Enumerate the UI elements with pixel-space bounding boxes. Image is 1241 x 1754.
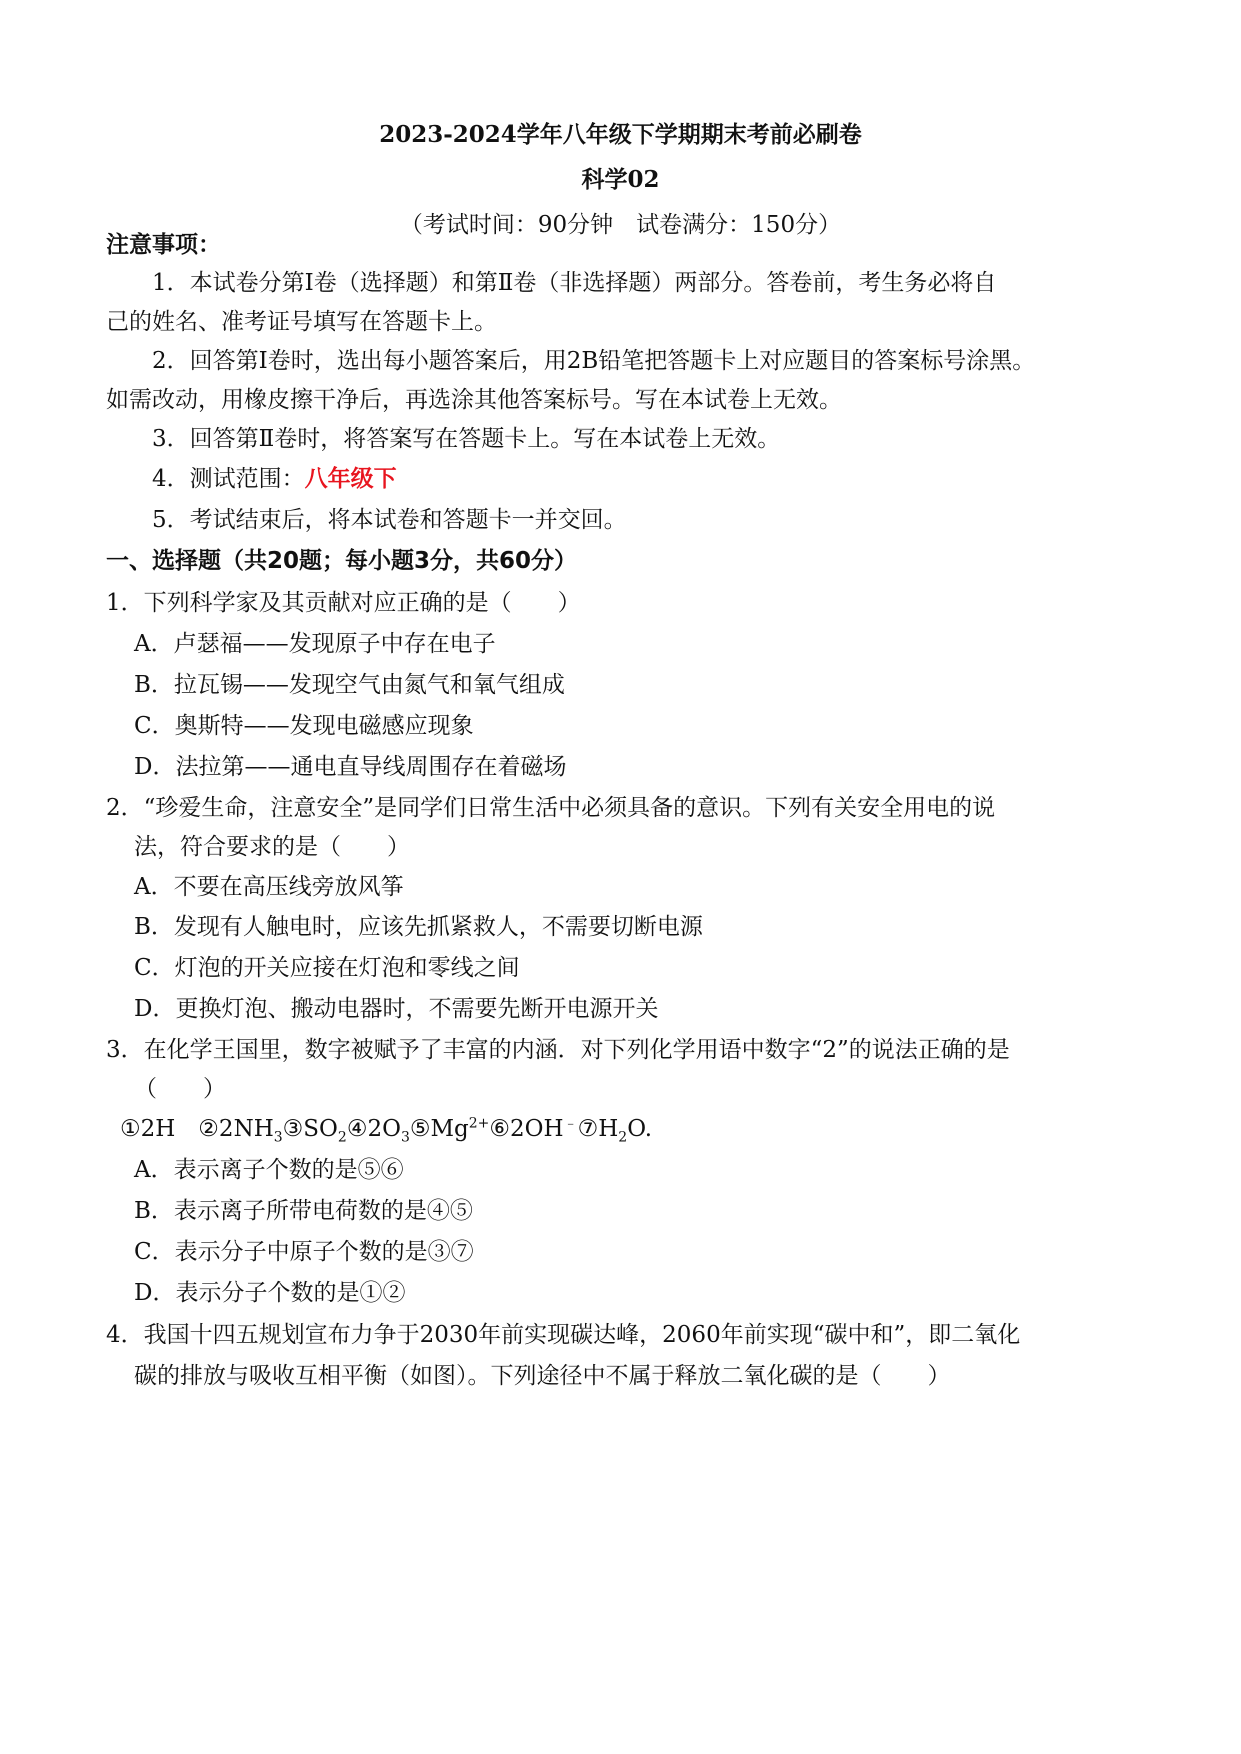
exam-subtitle: 科学02 [581, 166, 660, 193]
question-3-option-c: C．表示分子中原子个数的是③⑦ [134, 1239, 474, 1265]
question-3-stem-line2: （ ） [134, 1076, 226, 1102]
note-item-1-line2: 己的姓名、准考证号填写在答题卡上。 [106, 309, 497, 335]
note-item-5: 5．考试结束后，将本试卷和答题卡一并交回。 [152, 507, 627, 533]
question-2-option-b: B．发现有人触电时，应该先抓紧救人，不需要切断电源 [134, 914, 703, 940]
question-2-option-d: D．更换灯泡、搬动电器时，不需要先断开电源开关 [134, 996, 659, 1022]
section-1-heading: 一、选择题（共20题；每小题3分，共60分） [106, 548, 578, 574]
exam-title: 2023-2024学年八年级下学期期末考前必刷卷 [379, 121, 862, 148]
question-3-stem-line1: 3．在化学王国里，数字被赋予了丰富的内涵．对下列化学用语中数字“2”的说法正确的是 [106, 1037, 1010, 1063]
note-item-4-label: 4．测试范围： [152, 466, 305, 492]
question-1-stem: 1．下列科学家及其贡献对应正确的是（ ） [106, 590, 581, 616]
note-item-1-line1: 1．本试卷分第Ⅰ卷（选择题）和第Ⅱ卷（非选择题）两部分。答卷前，考生务必将自 [152, 270, 997, 296]
question-3-option-b: B．表示离子所带电荷数的是④⑤ [134, 1198, 473, 1224]
question-4-stem-line2: 碳的排放与吸收互相平衡（如图）。下列途径中不属于释放二氧化碳的是（ ） [134, 1363, 951, 1389]
note-item-4 [152, 464, 397, 494]
exam-info: （考试时间：90分钟 试卷满分：150分） [399, 212, 842, 238]
question-3-option-a: A．表示离子个数的是⑤⑥ [134, 1157, 404, 1183]
test-scope: 八年级下 [304, 466, 397, 492]
question-2-option-c: C．灯泡的开关应接在灯泡和零线之间 [134, 955, 520, 981]
note-item-3: 3．回答第Ⅱ卷时，将答案写在答题卡上。写在本试卷上无效。 [152, 426, 781, 452]
question-3-formula-list: ①2H $②2NH_3③SO_2④2O_3⑤Mg^{2+}⑥2OH^﹣⑦H_2O$. [120, 1115, 653, 1146]
notes-heading: 注意事项： [106, 232, 221, 258]
question-4-stem-line1: 4．我国十四五规划宣布力争于2030年前实现碳达峰，2060年前实现“碳中和”，即二氧化 [106, 1322, 1021, 1348]
question-1-option-b: B．拉瓦锡——发现空气由氮气和氧气组成 [134, 672, 565, 698]
note-item-2-line2: 如需改动，用橡皮擦干净后，再选涂其他答案标号。写在本试卷上无效。 [106, 387, 842, 413]
note-item-2-line1: 2．回答第Ⅰ卷时，选出每小题答案后，用2B铅笔把答题卡上对应题目的答案标号涂黑。 [152, 348, 1036, 374]
question-2-stem-line2: 法，符合要求的是（ ） [134, 834, 410, 860]
question-3-option-d: D．表示分子个数的是①② [134, 1280, 406, 1306]
question-1-option-d: D．法拉第——通电直导线周围存在着磁场 [134, 754, 567, 780]
question-2-option-a: A．不要在高压线旁放风筝 [134, 874, 404, 900]
question-2-stem-line1: 2．“珍爱生命，注意安全”是同学们日常生活中必须具备的意识。下列有关安全用电的说 [106, 795, 996, 821]
question-1-option-c: C．奥斯特——发现电磁感应现象 [134, 713, 474, 739]
question-1-option-a: A．卢瑟福——发现原子中存在电子 [134, 631, 496, 657]
